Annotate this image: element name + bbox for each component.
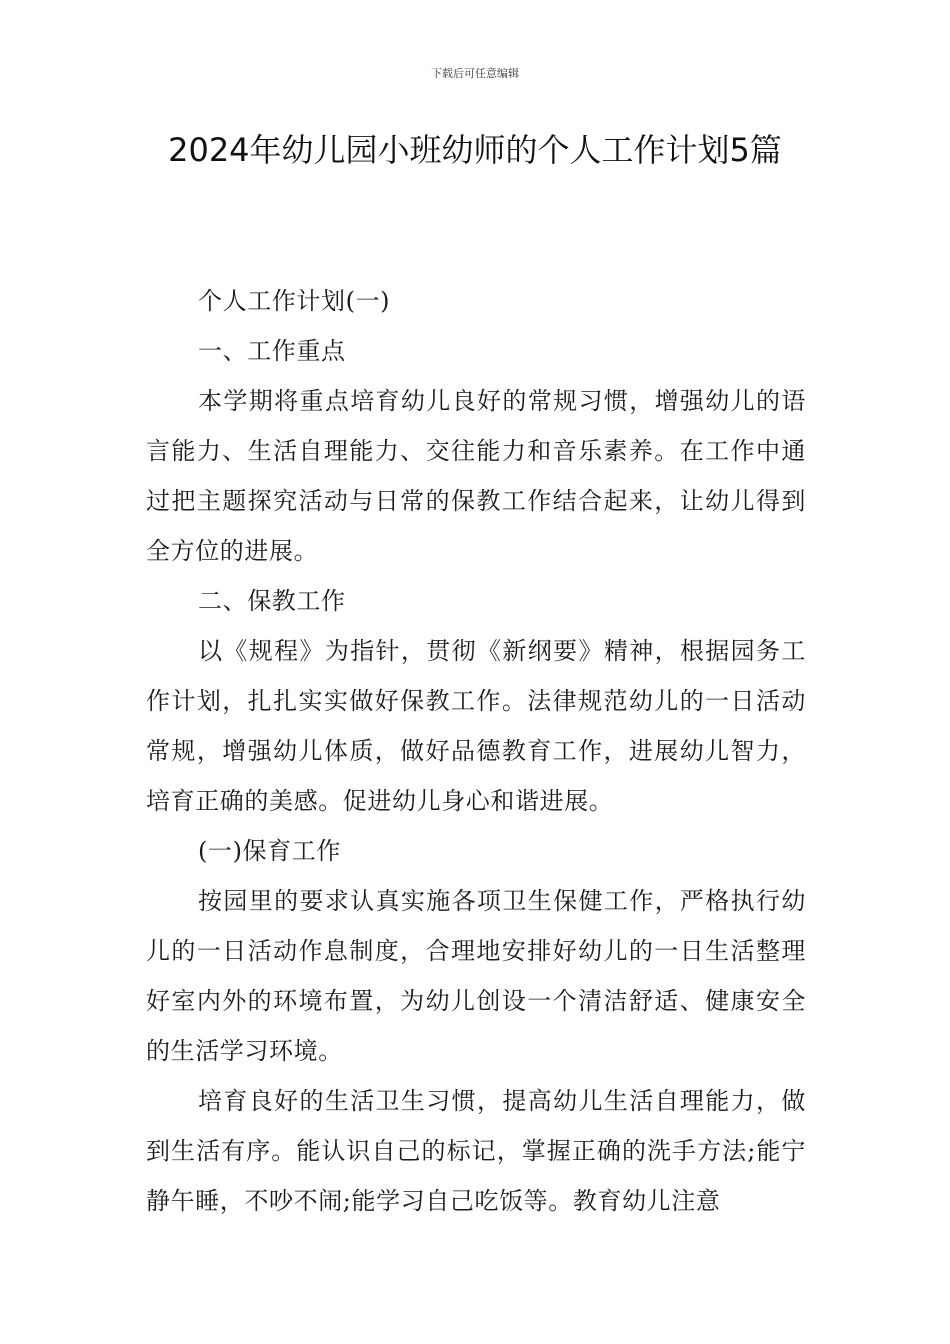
paragraph-work-focus: 本学期将重点培育幼儿良好的常规习惯，增强幼儿的语言能力、生活自理能力、交往能力和音乐素养。在工作中通过把主题探究活动与日常的保教工作结合起来，让幼儿得到全方位的进展。 [146, 387, 806, 565]
document-title: 2024年幼儿园小班幼师的个人工作计划5篇 [168, 131, 782, 169]
subsection-heading-care-work: (一)保育工作 [198, 837, 341, 865]
paragraph-hygiene-habits: 培育良好的生活卫生习惯，提高幼儿生活自理能力，做到生活有序。能认识自己的标记，掌握正确的洗手方法;能宁静午睡，不吵不闹;能学习自己吃饭等。教育幼儿注意 [146, 1087, 806, 1215]
section-heading-care-education: 二、保教工作 [198, 587, 346, 615]
paragraph-care-work: 按园里的要求认真实施各项卫生保健工作，严格执行幼儿的一日活动作息制度，合理地安排好幼儿的一日生活整理好室内外的环境布置，为幼儿创设一个清洁舒适、健康安全的生活学习环境。 [146, 887, 806, 1065]
document-body [146, 276, 806, 1226]
page-header-note: 下载后可任意编辑 [431, 67, 519, 80]
section-heading-work-focus: 一、工作重点 [198, 337, 346, 365]
paragraph-care-education: 以《规程》为指针，贯彻《新纲要》精神，根据园务工作计划，扎扎实实做好保教工作。法律规范幼儿的一日活动常规，增强幼儿体质，做好品德教育工作，进展幼儿智力，培育正确的美感。促进幼儿身心和谐进展。 [146, 637, 806, 815]
section-heading-plan-1: 个人工作计划(一) [198, 287, 391, 315]
